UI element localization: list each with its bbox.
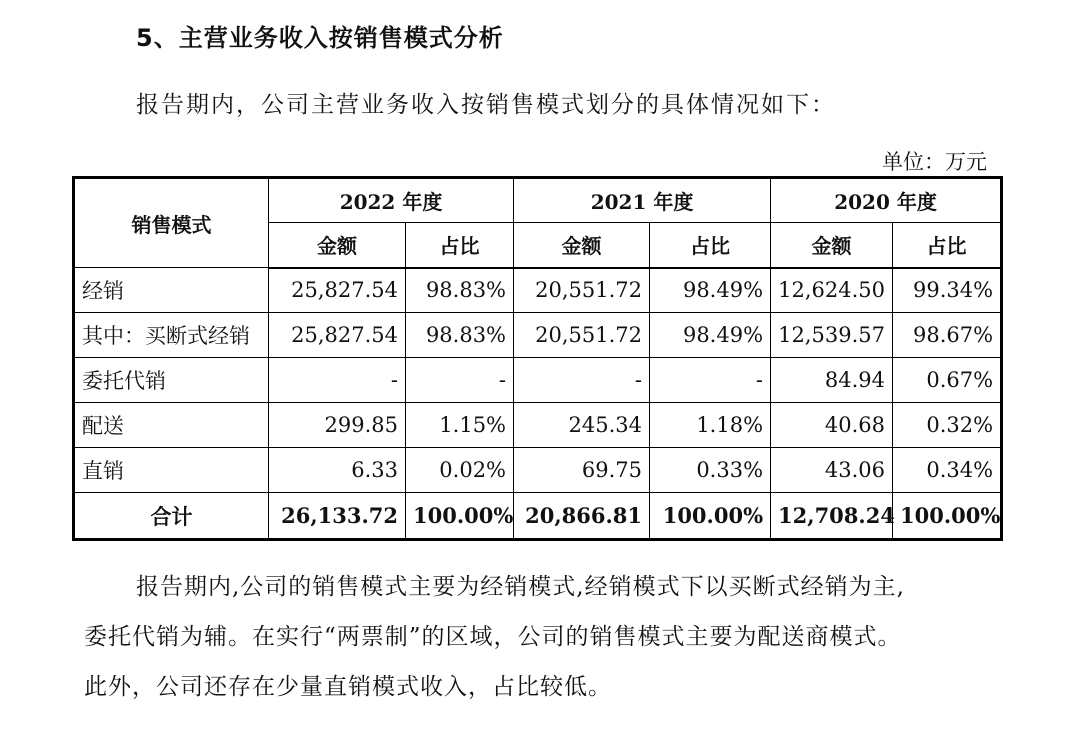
cell-value: 6.33 bbox=[269, 448, 406, 493]
cell-value: 40.68 bbox=[771, 403, 893, 448]
cell-value: 20,551.72 bbox=[514, 268, 650, 313]
cell-value: 98.49% bbox=[650, 313, 771, 358]
total-value: 20,866.81 bbox=[514, 493, 650, 540]
header-row-years bbox=[74, 178, 1002, 223]
cell-value: 0.33% bbox=[650, 448, 771, 493]
total-value: 100.00% bbox=[406, 493, 514, 540]
cell-value: 299.85 bbox=[269, 403, 406, 448]
row-label: 配送 bbox=[74, 403, 269, 448]
table-row bbox=[74, 358, 1002, 403]
table-row bbox=[74, 448, 1002, 493]
cell-value: 0.34% bbox=[893, 448, 1002, 493]
row-label: 直销 bbox=[74, 448, 269, 493]
cell-value: 12,624.50 bbox=[771, 268, 893, 313]
total-value: 100.00% bbox=[893, 493, 1002, 540]
paragraph-line: 此外，公司还存在少量直销模式收入，占比较低。 bbox=[84, 674, 612, 700]
cell-value: 43.06 bbox=[771, 448, 893, 493]
cell-value: 1.15% bbox=[406, 403, 514, 448]
table-row bbox=[74, 313, 1002, 358]
year-header-2020: 2020 年度 bbox=[771, 178, 1002, 223]
total-label: 合计 bbox=[74, 493, 269, 540]
mode-header: 销售模式 bbox=[74, 178, 269, 268]
unit-label: 单位：万元 bbox=[882, 150, 987, 174]
cell-value: - bbox=[406, 358, 514, 403]
row-label: 委托代销 bbox=[74, 358, 269, 403]
cell-value: 98.67% bbox=[893, 313, 1002, 358]
cell-value: 25,827.54 bbox=[269, 313, 406, 358]
amount-header: 金额 bbox=[514, 223, 650, 268]
cell-value: 0.67% bbox=[893, 358, 1002, 403]
row-label: 其中：买断式经销 bbox=[74, 313, 269, 358]
cell-value: 25,827.54 bbox=[269, 268, 406, 313]
cell-value: 69.75 bbox=[514, 448, 650, 493]
cell-value: - bbox=[650, 358, 771, 403]
cell-value: 20,551.72 bbox=[514, 313, 650, 358]
cell-value: 84.94 bbox=[771, 358, 893, 403]
total-row bbox=[74, 493, 1002, 540]
table-row bbox=[74, 403, 1002, 448]
cell-value: 99.34% bbox=[893, 268, 1002, 313]
table-row bbox=[74, 268, 1002, 313]
ratio-header: 占比 bbox=[893, 223, 1002, 268]
section-heading: 5、主营业务收入按销售模式分析 bbox=[136, 24, 504, 52]
year-header-2021: 2021 年度 bbox=[514, 178, 771, 223]
paragraph-line: 报告期内,公司的销售模式主要为经销模式,经销模式下以买断式经销为主, bbox=[136, 574, 905, 600]
amount-header: 金额 bbox=[771, 223, 893, 268]
cell-value: - bbox=[269, 358, 406, 403]
sales-mode-table bbox=[72, 176, 1003, 541]
total-value: 12,708.24 bbox=[771, 493, 893, 540]
total-value: 100.00% bbox=[650, 493, 771, 540]
ratio-header: 占比 bbox=[650, 223, 771, 268]
total-value: 26,133.72 bbox=[269, 493, 406, 540]
cell-value: 98.49% bbox=[650, 268, 771, 313]
ratio-header: 占比 bbox=[406, 223, 514, 268]
cell-value: 0.02% bbox=[406, 448, 514, 493]
year-header-2022: 2022 年度 bbox=[269, 178, 514, 223]
cell-value: 0.32% bbox=[893, 403, 1002, 448]
cell-value: 98.83% bbox=[406, 313, 514, 358]
cell-value: 1.18% bbox=[650, 403, 771, 448]
cell-value: - bbox=[514, 358, 650, 403]
cell-value: 12,539.57 bbox=[771, 313, 893, 358]
paragraph-line: 委托代销为辅。在实行“两票制”的区域，公司的销售模式主要为配送商模式。 bbox=[84, 624, 902, 650]
intro-text: 报告期内，公司主营业务收入按销售模式划分的具体情况如下： bbox=[136, 92, 836, 118]
cell-value: 245.34 bbox=[514, 403, 650, 448]
row-label: 经销 bbox=[74, 268, 269, 313]
cell-value: 98.83% bbox=[406, 268, 514, 313]
amount-header: 金额 bbox=[269, 223, 406, 268]
